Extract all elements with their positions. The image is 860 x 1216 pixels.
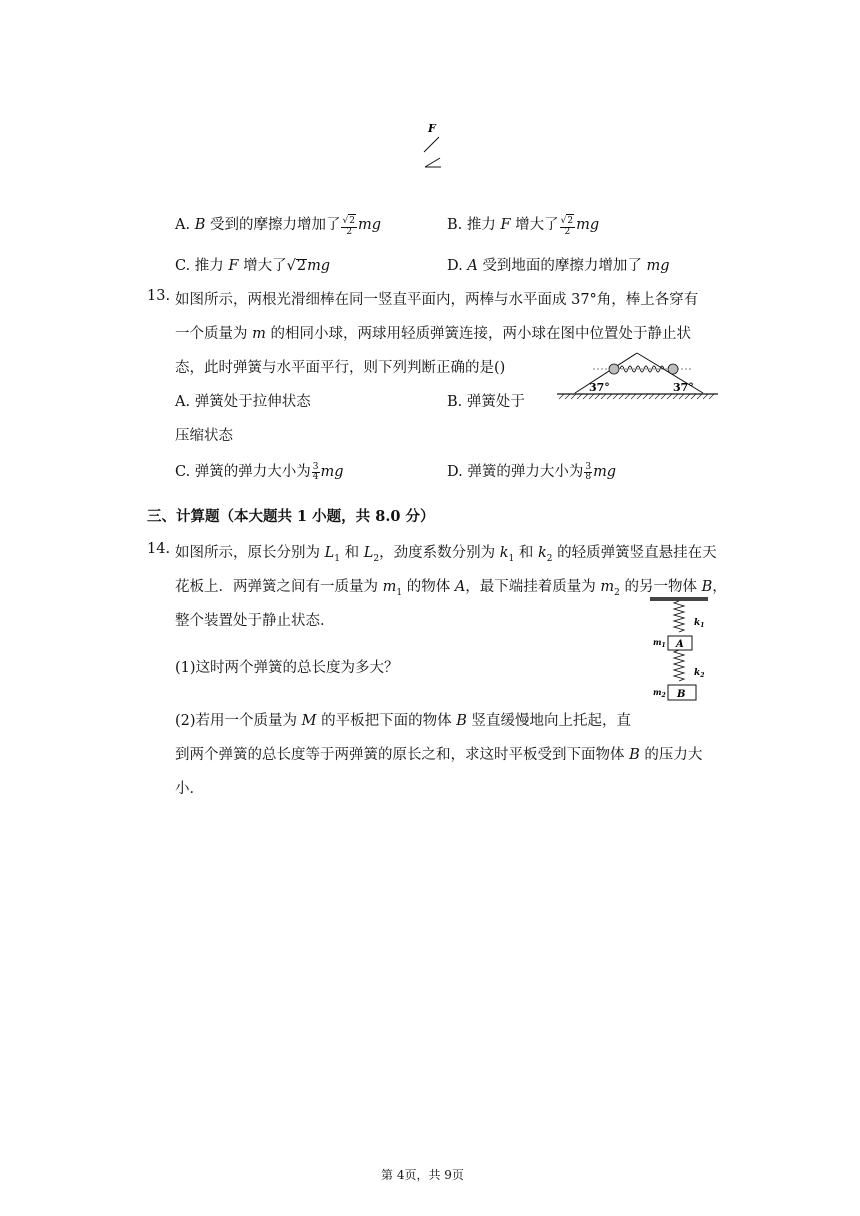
spring-k1 — [674, 601, 684, 632]
q14-sub2-line1: (2)若用一个质量为 M 的平板把下面的物体 B 竖直缓慢地向上托起，直 — [175, 713, 631, 729]
page-footer: 第 4页，共 9页 — [381, 1168, 464, 1182]
fraction: $\frac{3}{8}$ — [585, 461, 592, 482]
fraction: $\frac{3}{4}$ — [312, 461, 319, 482]
force-label: F — [428, 122, 436, 135]
k2-label: $k_2$ — [694, 668, 705, 679]
q14-line3: 整个装置处于静止状态． — [175, 613, 335, 629]
left-ball — [609, 364, 619, 374]
q13-option-b-wrap: 压缩状态 — [175, 428, 233, 444]
q13-option-a: A. 弹簧处于拉伸状态 — [175, 394, 311, 410]
q12-option-a: A. B 受到的摩擦力增加了 $\frac{√2}{2}$ mg — [175, 215, 381, 237]
right-ball — [668, 364, 678, 374]
section-title: 三、计算题（本大题共 1 小题，共 8.0 分） — [147, 508, 435, 525]
q12-option-d: D. A 受到地面的摩擦力增加了 mg — [447, 258, 670, 274]
k1-label: $k_1$ — [694, 618, 705, 629]
q13-line2: 一个质量为 m 的相同小球，两球用轻质弹簧连接，两小球在图中位置处于静止状 — [175, 326, 691, 342]
fraction: $\frac{√2}{2}$ — [342, 215, 355, 237]
q13-option-d: D. 弹簧的弹力大小为 $\frac{3}{8}$ mg — [447, 461, 617, 482]
q13-option-b: B. 弹簧处于 — [447, 394, 525, 410]
m2-label: $m_2$ — [653, 687, 666, 699]
ceiling — [650, 597, 708, 601]
q13-number: 13. — [147, 288, 171, 304]
q13-line1: 如图所示，两根光滑细棒在同一竖直平面内，两棒与水平面成 37°角，棒上各穿有 — [175, 292, 699, 308]
q13-line3: 态，此时弹簧与水平面平行，则下列判断正确的是() — [175, 360, 506, 376]
q14-number: 14. — [147, 541, 171, 557]
q14-line2: 花板上．两弹簧之间有一质量为 $m_1$ 的物体 A，最下端挂着质量为 $m_2$ 的另一物体 B， — [175, 579, 727, 598]
spring-k2 — [674, 650, 684, 681]
q14-sub1: (1)这时两个弹簧的总长度为多大？ — [175, 660, 399, 676]
m1-label: $m_1$ — [653, 637, 666, 649]
angle-label-right: 37° — [673, 381, 694, 394]
fraction: $\frac{√2}{2}$ — [560, 215, 574, 237]
block-b-label: B — [677, 689, 686, 700]
q14-line1: 如图所示，原长分别为 $L_1$ 和 $L_2$，劲度系数分别为 $k_1$ 和 $k_2$ 的轻质弹簧竖直悬挂在天 — [175, 545, 717, 564]
q14-spring-figure — [648, 595, 713, 705]
incline-line — [425, 158, 440, 167]
q13-figure — [555, 345, 720, 405]
force-arrow-line — [424, 137, 439, 152]
ground-hatch — [559, 394, 714, 399]
angle-label-left: 37° — [589, 381, 610, 394]
q14-sub2-line3: 小． — [175, 781, 204, 797]
q12-option-c: C. 推力 F 增大了√2mg — [175, 258, 331, 274]
force-figure — [415, 120, 455, 172]
q12-option-b: B. 推力 F 增大了 $\frac{√2}{2}$ mg — [447, 215, 600, 237]
q14-sub2-line2: 到两个弹簧的总长度等于两弹簧的原长之和，求这时平板受到下面物体 B 的压力大 — [175, 747, 703, 763]
block-a-label: A — [676, 639, 684, 650]
q13-option-c: C. 弹簧的弹力大小为 $\frac{3}{4}$ mg — [175, 461, 344, 482]
